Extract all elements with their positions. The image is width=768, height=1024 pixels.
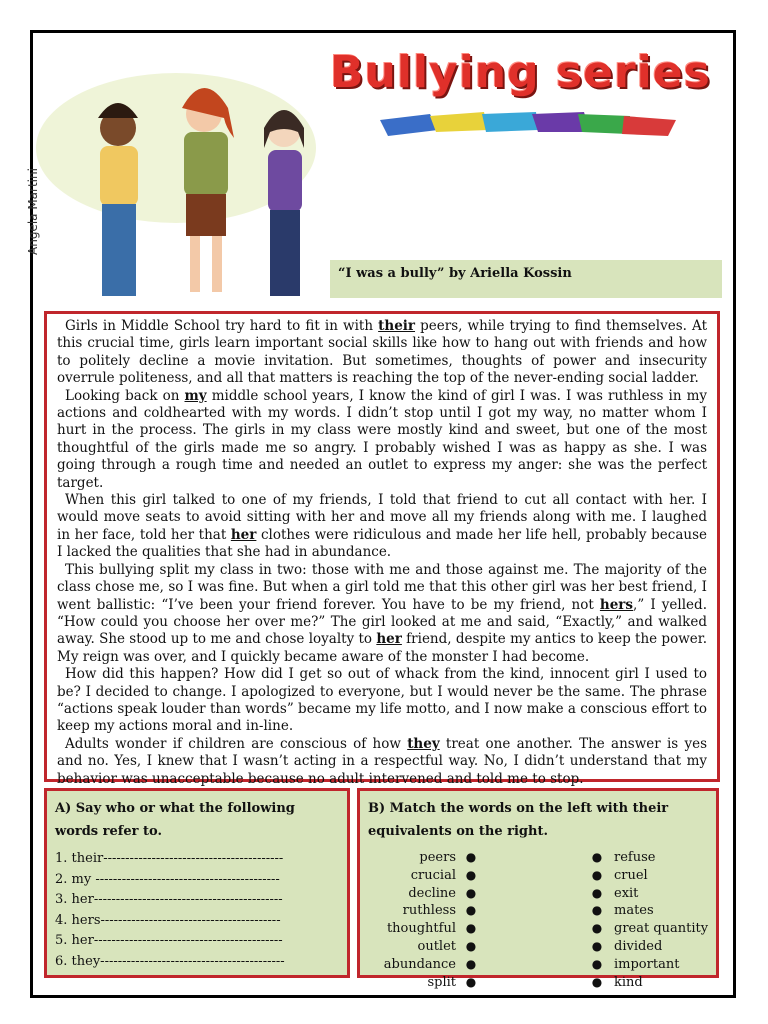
paragraph-3: When this girl talked to one of my friends, I told that friend to cut all contact with her. I would move seats to avoid sitting with her and move all my friends along with me. I laughed in her face, told her that her clothes were ridiculous and made her life hell, probably because I lacked the qualities that she had in abundance. [57,492,707,561]
right-word: divided [614,938,663,954]
left-word: outlet [417,938,456,954]
right-word: cruel [614,867,648,883]
match-dot-icon[interactable]: ● [465,885,477,900]
right-word: exit [614,885,639,901]
reading-passage [44,311,720,787]
exercise-a-box [44,788,350,978]
match-dot-icon[interactable]: ● [465,938,477,953]
left-word-row[interactable] [368,920,478,938]
paragraph-4: This bullying split my class in two: those with me and those against me. The majority of the class chose me, so I was fine. But when a girl told me that this other girl was her best friend, I went ballistic: “I’ve been your friend forever. You have to be my friend, not hers,” I yelled. “How could you choose her over me?” The girl looked at me and said, “Exactly,” and walked away. She stood up to me and chose loyalty to her friend, despite my antics to keep the power. My reign was over, and I quickly became aware of the monster I had become. [57,561,708,665]
match-dot-icon[interactable]: ● [465,974,477,989]
reference-item[interactable]: 2. my ------------------------------------------ [55,871,280,887]
left-word: thoughtful [386,921,456,937]
reference-item[interactable]: 3. her------------------------------------------- [55,892,283,908]
left-word-row[interactable] [368,938,478,956]
reference-item[interactable]: 4. hers----------------------------------------- [55,912,281,928]
right-word-column [590,849,710,991]
left-word-row[interactable] [368,849,478,867]
paragraph-5: How did this happen? How did I get so out of whack from the kind, innocent girl I used to be? I decided to change. I apologized to everyone, but I would never be the same. The phrase “actions speak louder than words” became my life motto, and I now make a conscious effort to keep my actions moral and in-line. [57,666,707,735]
right-word: mates [614,903,654,919]
reference-item[interactable]: 5. her------------------------------------------- [55,933,283,949]
paragraph-6: Adults wonder if children are conscious of how they treat one another. The answer is yes and no. Yes, I knew that I wasn’t acting in a respectful way. No, I didn’t understand that my behavior was unacceptable because no adult intervened and told me to stop. [57,735,707,787]
left-word: peers [419,850,456,865]
left-word-row[interactable] [368,956,478,974]
match-dot-icon[interactable]: ● [591,974,603,989]
exercise-b-box [357,788,719,990]
reference-word-hers: hers [599,596,634,613]
left-word: split [427,974,456,990]
reference-word-they: they [407,735,440,752]
left-word: crucial [410,867,456,883]
match-dot-icon[interactable]: ● [591,921,603,936]
left-word-row[interactable] [368,974,478,992]
match-dot-icon[interactable]: ● [465,956,477,971]
right-word-row[interactable] [590,849,710,867]
right-word: important [614,956,680,972]
match-dot-icon[interactable]: ● [591,938,603,953]
right-word: kind [614,974,643,990]
right-word: refuse [614,850,656,865]
right-word-row[interactable] [590,920,710,938]
match-dot-icon[interactable]: ● [591,867,603,882]
reference-word-her-2: her [376,631,402,648]
article-byline: “I was a bully” by Ariella Kossin [330,260,722,298]
match-dot-icon[interactable]: ● [591,903,603,918]
match-dot-icon[interactable]: ● [465,903,477,918]
exercise-b-heading: B) Match the words on the left with their equivalents on the right. [368,801,669,839]
artist-credit: Angela Martini [26,168,40,255]
reference-item[interactable]: 1. their----------------------------------------- [55,851,284,866]
match-dot-icon[interactable]: ● [591,850,603,864]
left-word: decline [408,885,456,901]
reference-word-their: their [378,318,416,334]
match-dot-icon[interactable]: ● [591,956,603,971]
exercise-a-heading: A) Say who or what the following words refer to. [55,801,295,839]
reference-word-her: her [230,526,257,543]
left-word-row[interactable] [368,885,478,903]
left-word: abundance [383,956,456,972]
series-title: Bullying series [330,47,711,98]
right-word-row[interactable] [590,867,710,885]
left-word: ruthless [402,903,456,919]
right-word-row[interactable] [590,956,710,974]
three-girls-illustration [36,78,326,300]
match-dot-icon[interactable]: ● [465,850,477,864]
right-word: great quantity [614,921,709,937]
reference-word-my: my [184,387,207,404]
match-dot-icon[interactable]: ● [465,867,477,882]
right-word-row[interactable] [590,902,710,920]
paragraph-1: Girls in Middle School try hard to fit in with their peers, while trying to find themselves. At this crucial time, girls learn important social skills like how to hang out with friends and how to politely decline a movie invitation. But sometimes, thoughts of power and insecurity overrule politeness, and all that matters is reaching the top of the never-ending social ladder. [57,318,707,387]
match-dot-icon[interactable]: ● [591,885,603,900]
right-word-row[interactable] [590,885,710,903]
reference-item[interactable]: 6. they------------------------------------------ [55,953,285,969]
right-word-row[interactable] [590,938,710,956]
right-word-row[interactable] [590,974,710,992]
reference-list [55,849,339,973]
match-dot-icon[interactable]: ● [465,921,477,936]
left-word-column [368,849,478,991]
paragraph-2: Looking back on my middle school years, I know the kind of girl I was. I was ruthless in my actions and coldhearted with my words. I didn’t stop until I got my way, no matter whom I hurt in the process. The girls in my class were mostly kind and sweet, but one of the most thoughtful of the girls made me so angry. I probably wished I was as happy as she. I was going through a rough time and needed an outlet to express my anger: she was the perfect target. [57,387,707,491]
left-word-row[interactable] [368,902,478,920]
matching-grid [368,849,708,989]
books-decoration [380,110,680,140]
left-word-row[interactable] [368,867,478,885]
